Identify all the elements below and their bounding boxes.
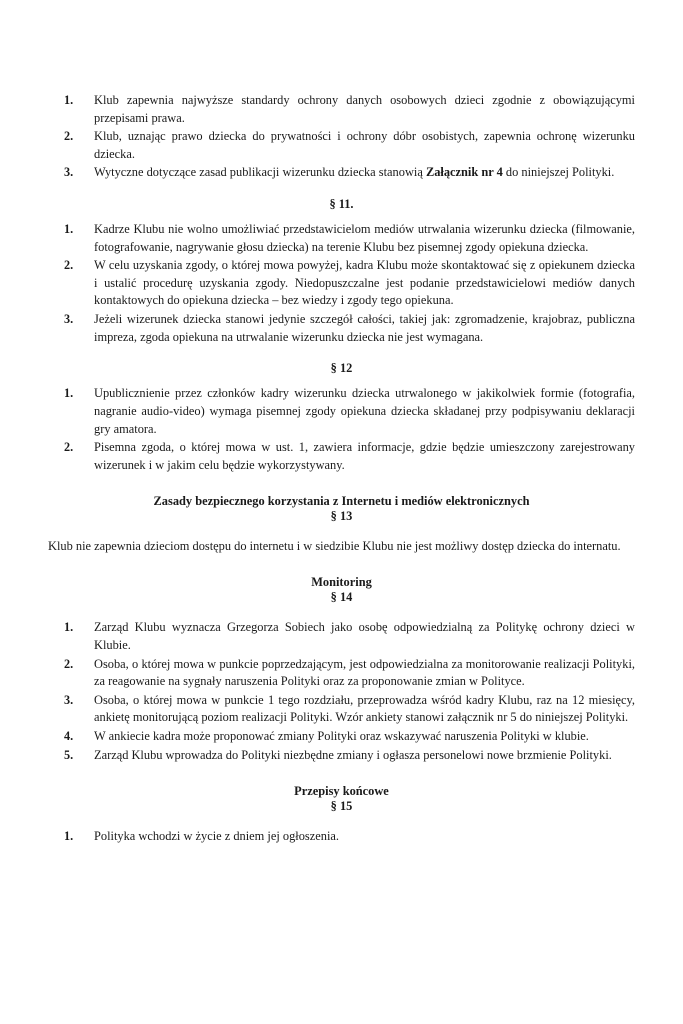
list-item-number: 1. xyxy=(64,222,74,237)
list-item-text-post: do niniejszej Polityki. xyxy=(502,165,615,180)
list-item-number: 3. xyxy=(64,165,74,180)
heading-internet: Zasady bezpiecznego korzystania z Internetu i mediów elektronicznych xyxy=(153,494,530,509)
list-item xyxy=(48,257,635,310)
list-item xyxy=(48,439,635,474)
list-item-number: 1. xyxy=(64,386,74,401)
list-item-number: 1. xyxy=(64,93,74,107)
list-item-text: Klub zapewnia najwyższe standardy ochrony danych osobowych dzieci zgodnie z obowiązującymi przepisami prawa. xyxy=(94,93,635,125)
list-item-number: 4. xyxy=(64,729,74,743)
section-mark-11: § 11. xyxy=(329,197,354,212)
list-item-number: 3. xyxy=(64,692,74,707)
list-item xyxy=(48,747,635,765)
list-item-number: 5. xyxy=(64,747,74,762)
list-item xyxy=(48,92,635,127)
list-item-number: 2. xyxy=(64,129,74,144)
list-item-text: Osoba, o której mowa w punkcie 1 tego rozdziału, przeprowadza wśród kadry Klubu, raz na 12 miesięcy, ankietę monitorującą poziom realizacji Polityki. Wzór ankiety stanowi załącznik nr 5 do niniejszej Polityki. xyxy=(94,692,635,725)
list-item xyxy=(48,828,635,846)
section-mark-12: § 12 xyxy=(330,361,353,376)
list-item-number: 1. xyxy=(64,620,74,635)
list-item xyxy=(48,728,635,746)
paragraph-internet: Klub nie zapewnia dzieciom dostępu do internetu i w siedzibie Klubu nie jest możliwy dostęp dziecka do internatu. xyxy=(48,539,621,554)
list-item xyxy=(48,656,635,691)
list-item xyxy=(48,311,635,346)
list-item-text: Pisemna zgoda, o której mowa w ust. 1, zawiera informacje, gdzie będzie umieszczony zarejestrowany wizerunek i w jakim celu będzie wykorzystywany. xyxy=(94,440,635,472)
list-item-text: W celu uzyskania zgody, o której mowa powyżej, kadra Klubu może skontaktować się z opiekunem dziecka i ustalić procedurę uzyskania zgody. Niedopuszczalne jest podanie przedstawicielowi mediów danych kontaktowych do opiekuna dziecka – bez wiedzy i zgody tego opiekuna. xyxy=(94,258,635,308)
list-dane-osobowe xyxy=(48,92,635,182)
list-item-text: Kadrze Klubu nie wolno umożliwiać przedstawicielom mediów utrwalania wizerunku dziecka (filmowanie, fotografowanie, nagrywanie głosu dziecka) na terenie Klubu bez pisemnej zgody opiekuna dziecka. xyxy=(94,222,635,254)
list-item xyxy=(48,221,635,256)
list-item xyxy=(48,692,635,727)
list-item-text: Jeżeli wizerunek dziecka stanowi jedynie szczegół całości, takiej jak: zgromadzenie, krajobraz, publiczna impreza, zgoda opiekuna na utrwalanie wizerunku dziecka nie jest wymagana. xyxy=(94,312,635,344)
list-item-number: 2. xyxy=(64,440,74,455)
list-item-text: Polityka wchodzi w życie z dniem jej ogłoszenia. xyxy=(94,829,339,844)
list-item-number: 2. xyxy=(64,258,74,273)
list-par-12 xyxy=(48,385,635,474)
list-item-text: Osoba, o której mowa w punkcie poprzedzającym, jest odpowiedzialna za monitorowanie realizacji Polityki, za reagowanie na sygnały naruszenia Polityki oraz za proponowanie zmian w Polityce. xyxy=(94,656,635,689)
list-item xyxy=(48,164,635,182)
heading-przepisy-koncowe: Przepisy końcowe xyxy=(294,784,389,799)
list-item-text-bold: Załącznik nr 4 xyxy=(425,165,503,180)
list-item xyxy=(48,128,635,163)
list-par-15 xyxy=(48,828,635,846)
list-par-11 xyxy=(48,221,635,346)
list-item-number: 1. xyxy=(64,829,74,844)
list-item-text-pre: Wytyczne dotyczące zasad publikacji wizerunku dziecka stanowią xyxy=(94,165,426,180)
list-item-text: Zarząd Klubu wyznacza Grzegorza Sobiech jako osobę odpowiedzialną za Politykę ochrony dzieci w Klubie. xyxy=(94,620,635,652)
list-item-text: Upublicznienie przez członków kadry wizerunku dziecka utrwalonego w jakikolwiek formie (fotografia, nagranie audio-video) wymaga pisemnej zgody opiekuna dziecka składanej przy podpisywaniu deklaracji gry amatora. xyxy=(94,386,635,436)
list-item-text: Zarząd Klubu wprowadza do Polityki niezbędne zmiany i ogłasza personelowi nowe brzmienie Polityki. xyxy=(94,747,612,762)
list-item-text: Klub, uznając prawo dziecka do prywatności i ochrony dóbr osobistych, zapewnia ochronę wizerunku dziecka. xyxy=(94,129,635,161)
section-mark-14: § 14 xyxy=(330,590,353,605)
list-par-14 xyxy=(48,619,635,764)
list-item xyxy=(48,385,635,438)
list-item-number: 2. xyxy=(64,656,74,671)
heading-monitoring: Monitoring xyxy=(311,575,372,590)
list-item xyxy=(48,619,635,654)
section-mark-13: § 13 xyxy=(330,509,353,524)
list-item-text: W ankiecie kadra może proponować zmiany Polityki oraz wskazywać naruszenia Polityki w klubie. xyxy=(94,729,589,743)
list-item-number: 3. xyxy=(64,312,74,327)
section-mark-15: § 15 xyxy=(330,799,353,814)
